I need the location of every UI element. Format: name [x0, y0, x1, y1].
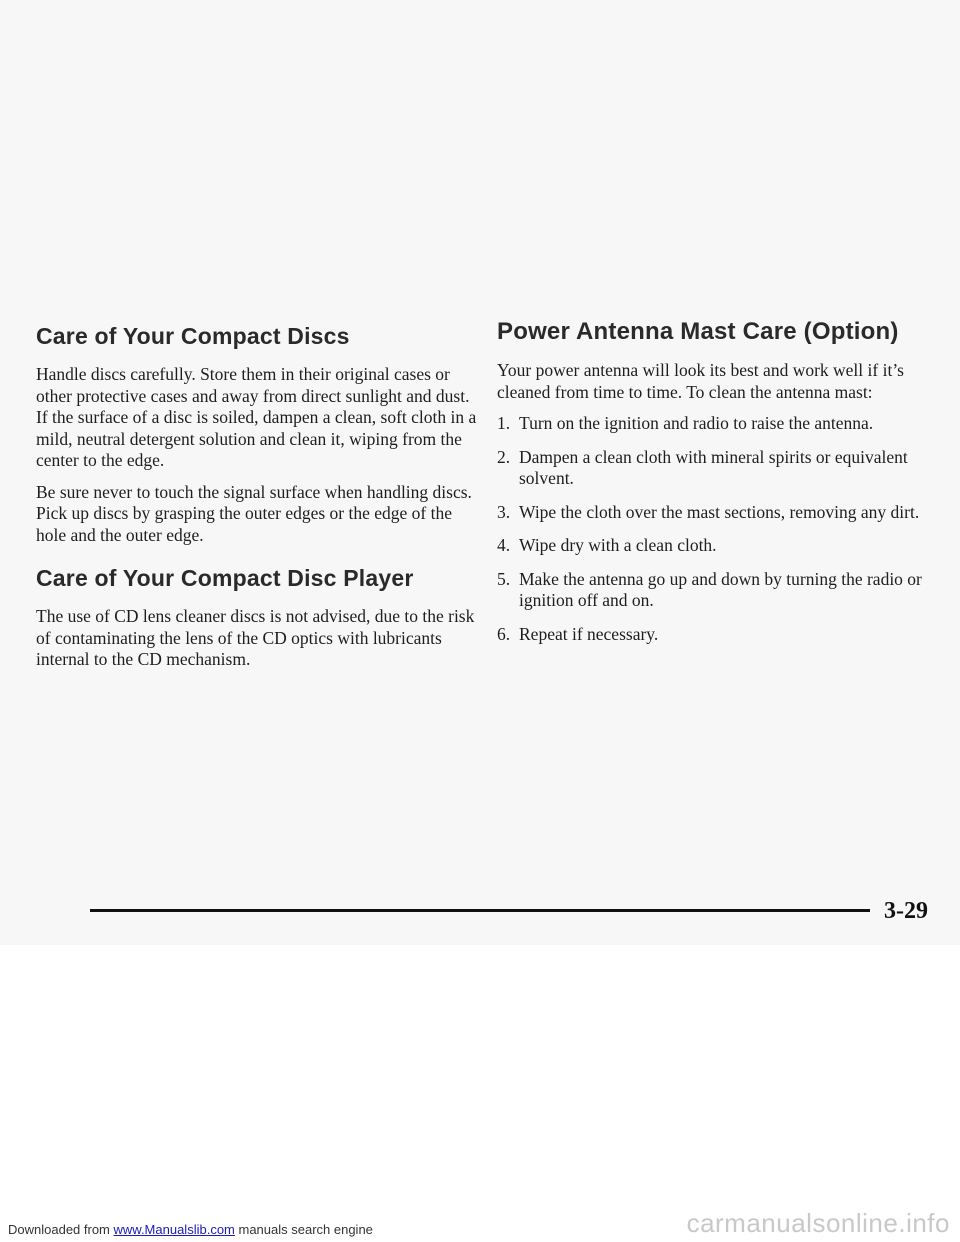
section-title-compact-discs: Care of Your Compact Discs — [36, 323, 350, 349]
step-text: Repeat if necessary. — [519, 623, 659, 644]
list-item — [497, 624, 927, 646]
step-number: 2. — [497, 446, 511, 467]
left-column — [36, 322, 481, 681]
step-text: Turn on the ignition and radio to raise the antenna. — [519, 413, 874, 433]
footer-prefix: Downloaded from — [8, 1222, 114, 1237]
page-divider-rule — [90, 909, 870, 912]
step-text: Wipe dry with a clean cloth. — [519, 535, 717, 555]
list-item — [497, 502, 927, 524]
page-number: 3-29 — [884, 898, 928, 924]
paragraph-disc-handling: Handle discs carefully. Store them in their original cases or other protective cases and away from direct sunlight and dust. If the surface of a disc is soiled, dampen a clean, soft cloth in a mild, neutral detergent solution and clean it, wiping from the center to the edge. — [36, 364, 477, 470]
step-number: 4. — [497, 535, 511, 555]
step-number: 1. — [497, 413, 511, 433]
step-text: Dampen a clean cloth with mineral spirits or equivalent solvent. — [519, 446, 908, 488]
section-title-disc-player: Care of Your Compact Disc Player — [36, 565, 414, 591]
step-number: 5. — [497, 568, 511, 589]
manualslib-link[interactable]: www.Manualslib.com — [113, 1222, 235, 1237]
list-item — [497, 569, 927, 612]
list-item — [497, 447, 927, 490]
download-footer — [8, 1222, 373, 1237]
footer-suffix: manuals search engine — [234, 1222, 373, 1237]
watermark-text: carmanualsonline.info — [686, 1208, 950, 1238]
paragraph-signal-surface: Be sure never to touch the signal surface when handling discs. Pick up discs by grasping the outer edges or the edge of the hole and the outer edge. — [36, 481, 472, 545]
list-item — [497, 413, 927, 435]
antenna-steps-list — [497, 413, 927, 645]
step-number: 3. — [497, 501, 511, 522]
paragraph-lens-cleaner: The use of CD lens cleaner discs is not advised, due to the risk of contaminating the lens of the CD optics with lubricants internal to the CD mechanism. — [36, 606, 475, 669]
paragraph-antenna-intro: Your power antenna will look its best and work well if it’s cleaned from time to time. To clean the antenna mast: — [497, 360, 904, 402]
section-title-antenna: Power Antenna Mast Care (Option) — [497, 318, 899, 345]
right-column — [497, 318, 927, 657]
list-item — [497, 535, 927, 557]
step-text: Make the antenna go up and down by turning the radio or ignition off and on. — [519, 568, 922, 610]
step-number: 6. — [497, 623, 511, 644]
step-text: Wipe the cloth over the mast sections, removing any dirt. — [519, 501, 920, 522]
